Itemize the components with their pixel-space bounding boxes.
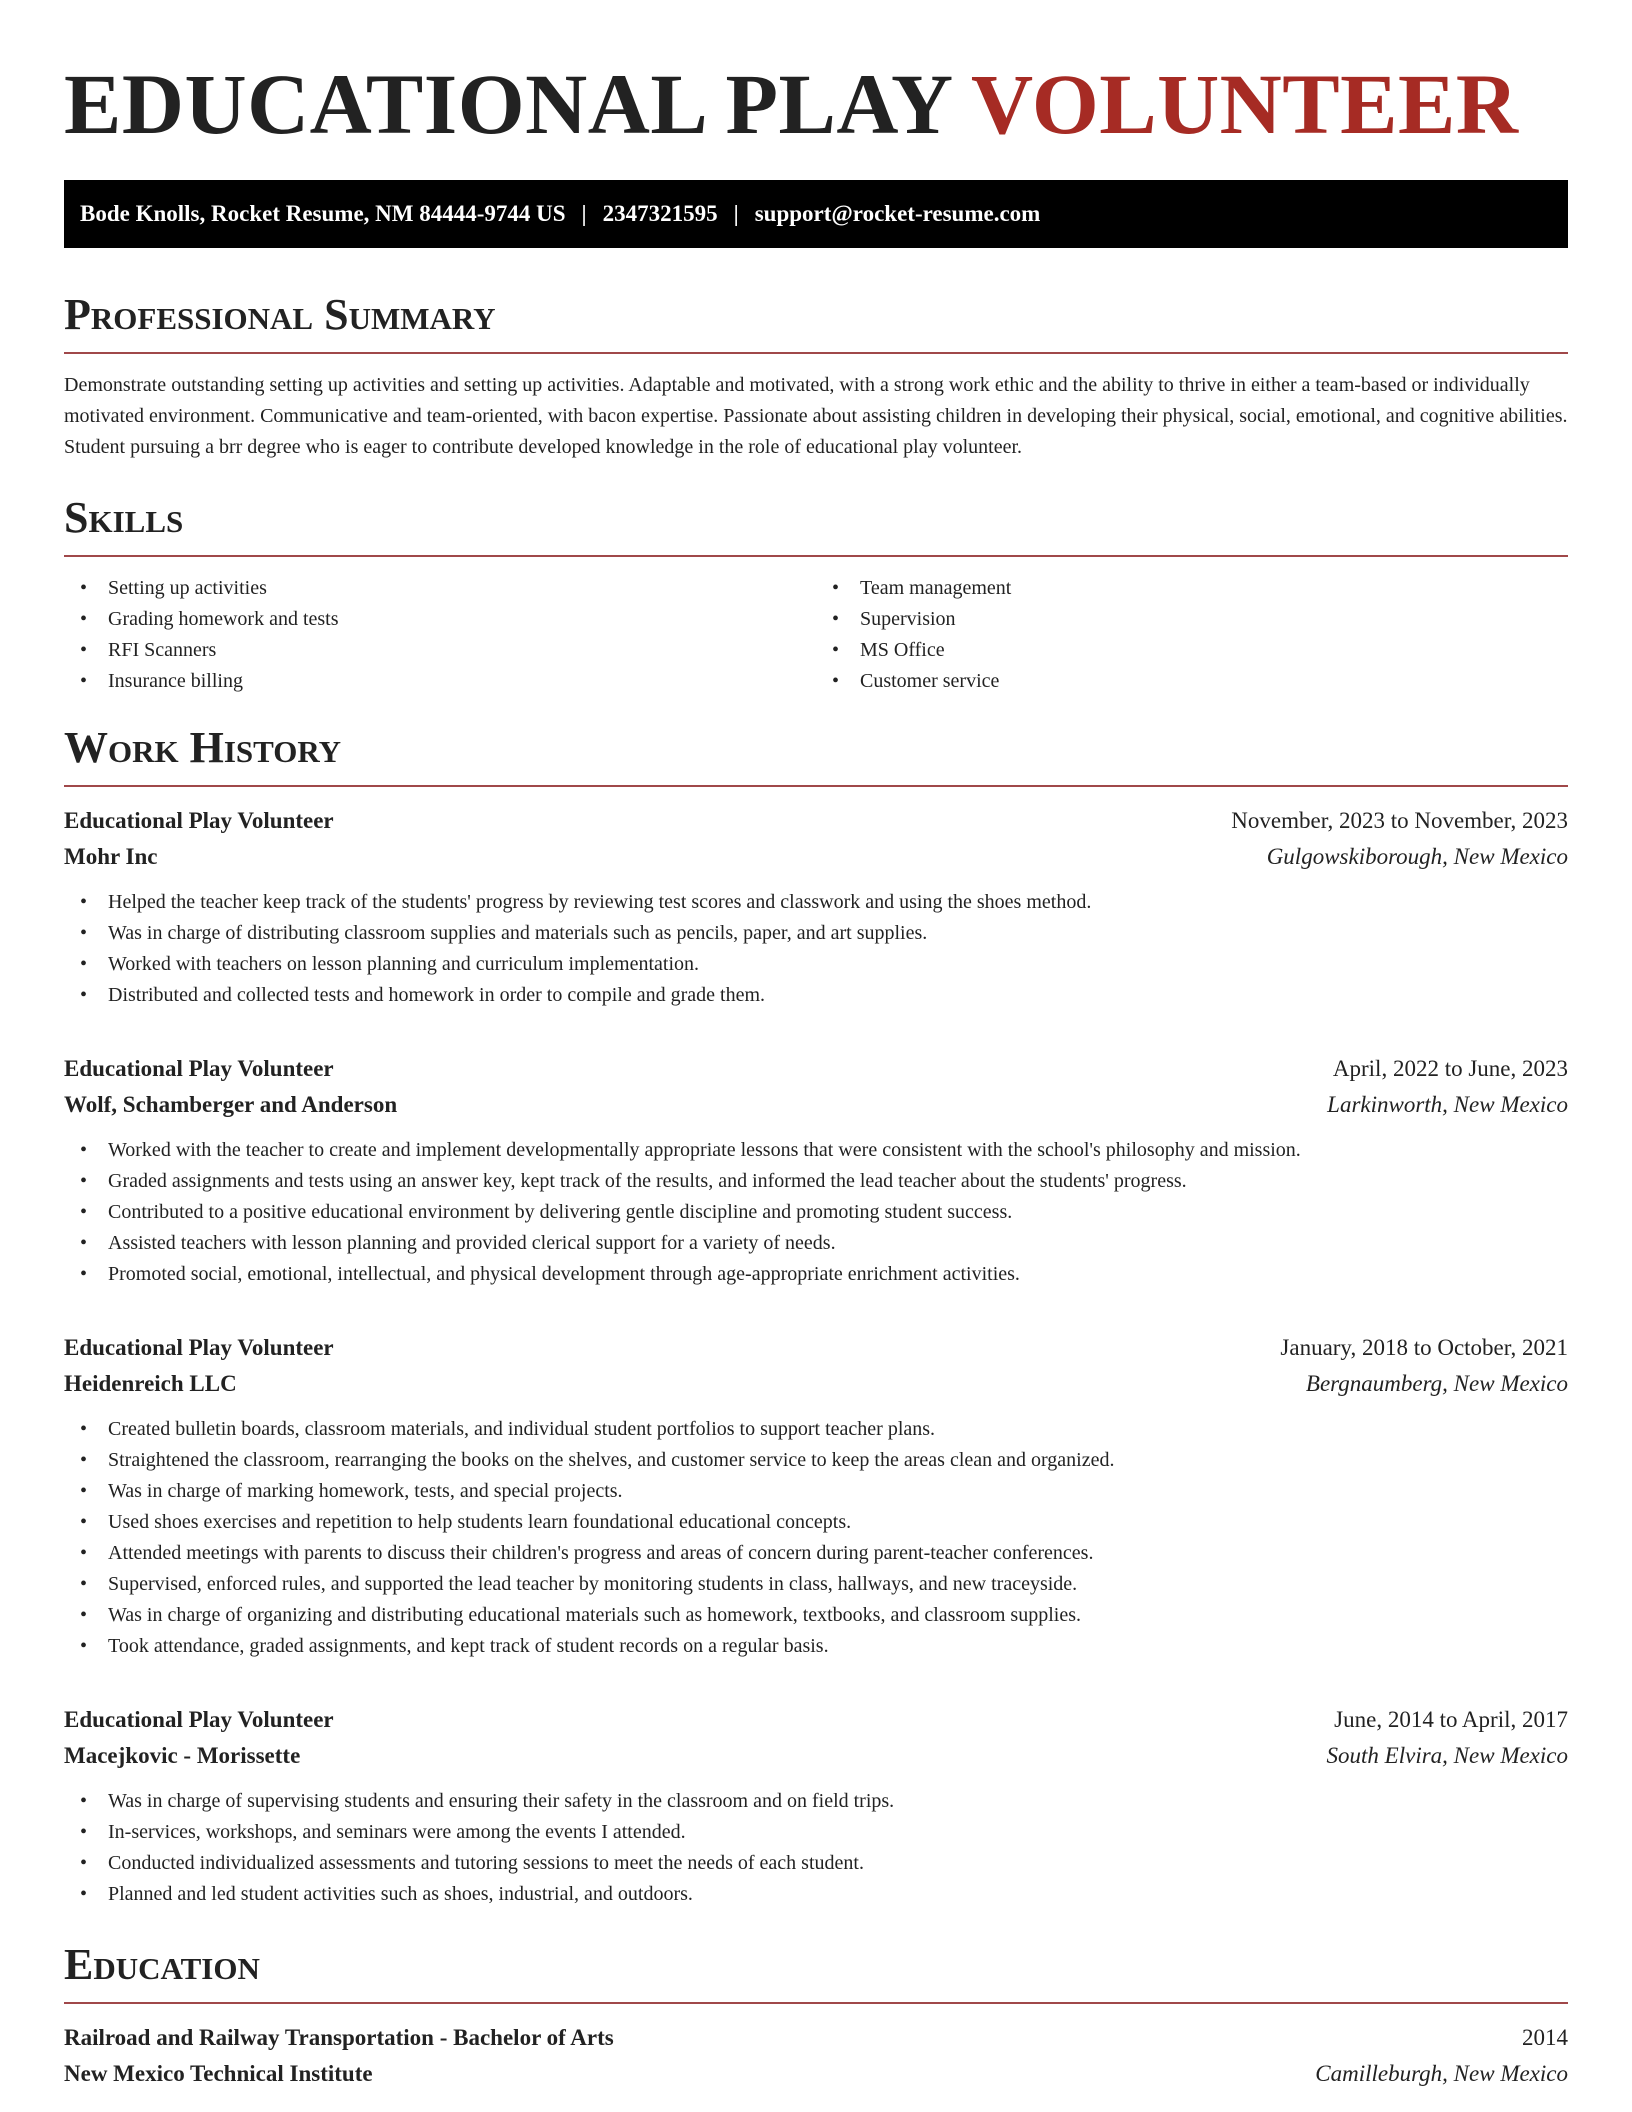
education-degree-row (64, 2020, 1568, 2056)
job-dates: April, 2022 to June, 2023 (1332, 1056, 1568, 1081)
job-bullets (64, 1786, 1568, 1910)
education-heading: Education (64, 1940, 1568, 2004)
job-entry (64, 1702, 1568, 1910)
job-entry (64, 803, 1568, 1011)
job-company: Mohr Inc (64, 844, 158, 869)
title-main: EDUCATIONAL PLAY (64, 56, 951, 152)
job-company-row (64, 839, 1568, 875)
summary-heading: Professional Summary (64, 290, 1568, 354)
contact-separator: | (581, 201, 587, 226)
job-company-row (64, 1738, 1568, 1774)
job-bullet: • Took attendance, graded assignments, and kept track of student records on a regular basis. (64, 1631, 1568, 1662)
skills-section (64, 493, 1568, 697)
job-location: Bergnaumberg, New Mexico (1305, 1371, 1568, 1396)
skill-item: • Supervision (816, 604, 1568, 635)
summary-section (64, 290, 1568, 463)
work-history-section (64, 723, 1568, 1910)
job-entry (64, 1051, 1568, 1290)
job-title-row (64, 1330, 1568, 1366)
skill-item: • MS Office (816, 635, 1568, 666)
job-company: Wolf, Schamberger and Anderson (64, 1092, 398, 1117)
job-bullet: • Conducted individualized assessments and tutoring sessions to meet the needs of each student. (64, 1848, 1568, 1879)
job-bullet: • Graded assignments and tests using an answer key, kept track of the results, and informed the lead teacher about the students' progress. (64, 1166, 1568, 1197)
resume-title (64, 0, 1568, 150)
skill-item: • Team management (816, 573, 1568, 604)
education-school-row (64, 2056, 1568, 2092)
contact-email: support@rocket-resume.com (754, 201, 1041, 226)
job-bullet: • Created bulletin boards, classroom materials, and individual student portfolios to support teacher plans. (64, 1414, 1568, 1445)
job-role: Educational Play Volunteer (64, 808, 334, 833)
job-location: Gulgowskiborough, New Mexico (1266, 844, 1568, 869)
job-bullet: • Planned and led student activities such as shoes, industrial, and outdoors. (64, 1879, 1568, 1910)
skills-list-right (816, 573, 1568, 697)
skills-grid (64, 573, 1568, 697)
education-school: New Mexico Technical Institute (64, 2061, 373, 2086)
summary-text: Demonstrate outstanding setting up activities and setting up activities. Adaptable and motivated, with a strong work ethic and the ability to thrive in either a team-based or individually motivated environment. Communicative and team-oriented, with bacon expertise. Passionate about assisting children in developing their physical, social, emotional, and cognitive abilities. Student pursuing a brr degree who is eager to contribute developed knowledge in the role of educational play volunteer. (64, 374, 1568, 458)
education-entry (64, 2020, 1568, 2092)
skill-item: • RFI Scanners (64, 635, 816, 666)
job-dates: November, 2023 to November, 2023 (1231, 808, 1568, 833)
title-accent: VOLUNTEER (970, 56, 1519, 152)
job-bullet: • Was in charge of supervising students and ensuring their safety in the classroom and on field trips. (64, 1786, 1568, 1817)
job-title-row (64, 803, 1568, 839)
job-bullet: • Helped the teacher keep track of the students' progress by reviewing test scores and classwork and using the shoes method. (64, 887, 1568, 918)
skill-item: • Grading homework and tests (64, 604, 816, 635)
skills-list-left (64, 573, 816, 697)
job-company-row (64, 1366, 1568, 1402)
skill-item: • Setting up activities (64, 573, 816, 604)
contact-separator: | (733, 201, 739, 226)
contact-phone: 2347321595 (602, 201, 718, 226)
job-role: Educational Play Volunteer (64, 1335, 334, 1360)
job-bullet: • Was in charge of marking homework, tests, and special projects. (64, 1476, 1568, 1507)
skill-item: • Customer service (816, 666, 1568, 697)
job-bullet: • Attended meetings with parents to discuss their children's progress and areas of concern during parent-teacher conferences. (64, 1538, 1568, 1569)
skill-item: • Insurance billing (64, 666, 816, 697)
education-location: Camilleburgh, New Mexico (1315, 2061, 1568, 2086)
job-bullet: • Used shoes exercises and repetition to help students learn foundational educational concepts. (64, 1507, 1568, 1538)
job-bullet: • Distributed and collected tests and homework in order to compile and grade them. (64, 980, 1568, 1011)
skills-heading: Skills (64, 493, 1568, 557)
job-bullets (64, 887, 1568, 1011)
job-entry (64, 1330, 1568, 1662)
job-title-row (64, 1702, 1568, 1738)
job-bullet: • Supervised, enforced rules, and supported the lead teacher by monitoring students in class, hallways, and new traceyside. (64, 1569, 1568, 1600)
education-degree: Railroad and Railway Transportation - Bachelor of Arts (64, 2025, 614, 2050)
job-location: South Elvira, New Mexico (1326, 1743, 1568, 1768)
job-company: Macejkovic - Morissette (64, 1743, 301, 1768)
contact-address: Bode Knolls, Rocket Resume, NM 84444-9744 US (80, 201, 566, 226)
job-role: Educational Play Volunteer (64, 1056, 334, 1081)
job-bullet: • Straightened the classroom, rearranging the books on the shelves, and customer service to keep the areas clean and organized. (64, 1445, 1568, 1476)
job-bullet: • Was in charge of distributing classroom supplies and materials such as pencils, paper, and art supplies. (64, 918, 1568, 949)
job-bullet: • In-services, workshops, and seminars were among the events I attended. (64, 1817, 1568, 1848)
job-role: Educational Play Volunteer (64, 1707, 334, 1732)
job-location: Larkinworth, New Mexico (1327, 1092, 1568, 1117)
job-title-row (64, 1051, 1568, 1087)
job-bullet: • Worked with teachers on lesson planning and curriculum implementation. (64, 949, 1568, 980)
job-dates: January, 2018 to October, 2021 (1280, 1335, 1568, 1360)
job-dates: June, 2014 to April, 2017 (1334, 1707, 1568, 1732)
job-bullet: • Worked with the teacher to create and implement developmentally appropriate lessons that were consistent with the school's philosophy and mission. (64, 1135, 1568, 1166)
job-company-row (64, 1087, 1568, 1123)
job-bullets (64, 1135, 1568, 1290)
job-bullet: • Was in charge of organizing and distributing educational materials such as homework, textbooks, and classroom supplies. (64, 1600, 1568, 1631)
job-bullets (64, 1414, 1568, 1662)
work-history-heading: Work History (64, 723, 1568, 787)
education-year: 2014 (1522, 2025, 1568, 2050)
job-bullet: • Contributed to a positive educational environment by delivering gentle discipline and promoting student success. (64, 1197, 1568, 1228)
job-bullet: • Promoted social, emotional, intellectual, and physical development through age-appropriate enrichment activities. (64, 1259, 1568, 1290)
contact-bar (64, 180, 1568, 248)
job-bullet: • Assisted teachers with lesson planning and provided clerical support for a variety of needs. (64, 1228, 1568, 1259)
job-company: Heidenreich LLC (64, 1371, 237, 1396)
education-section (64, 1940, 1568, 2092)
